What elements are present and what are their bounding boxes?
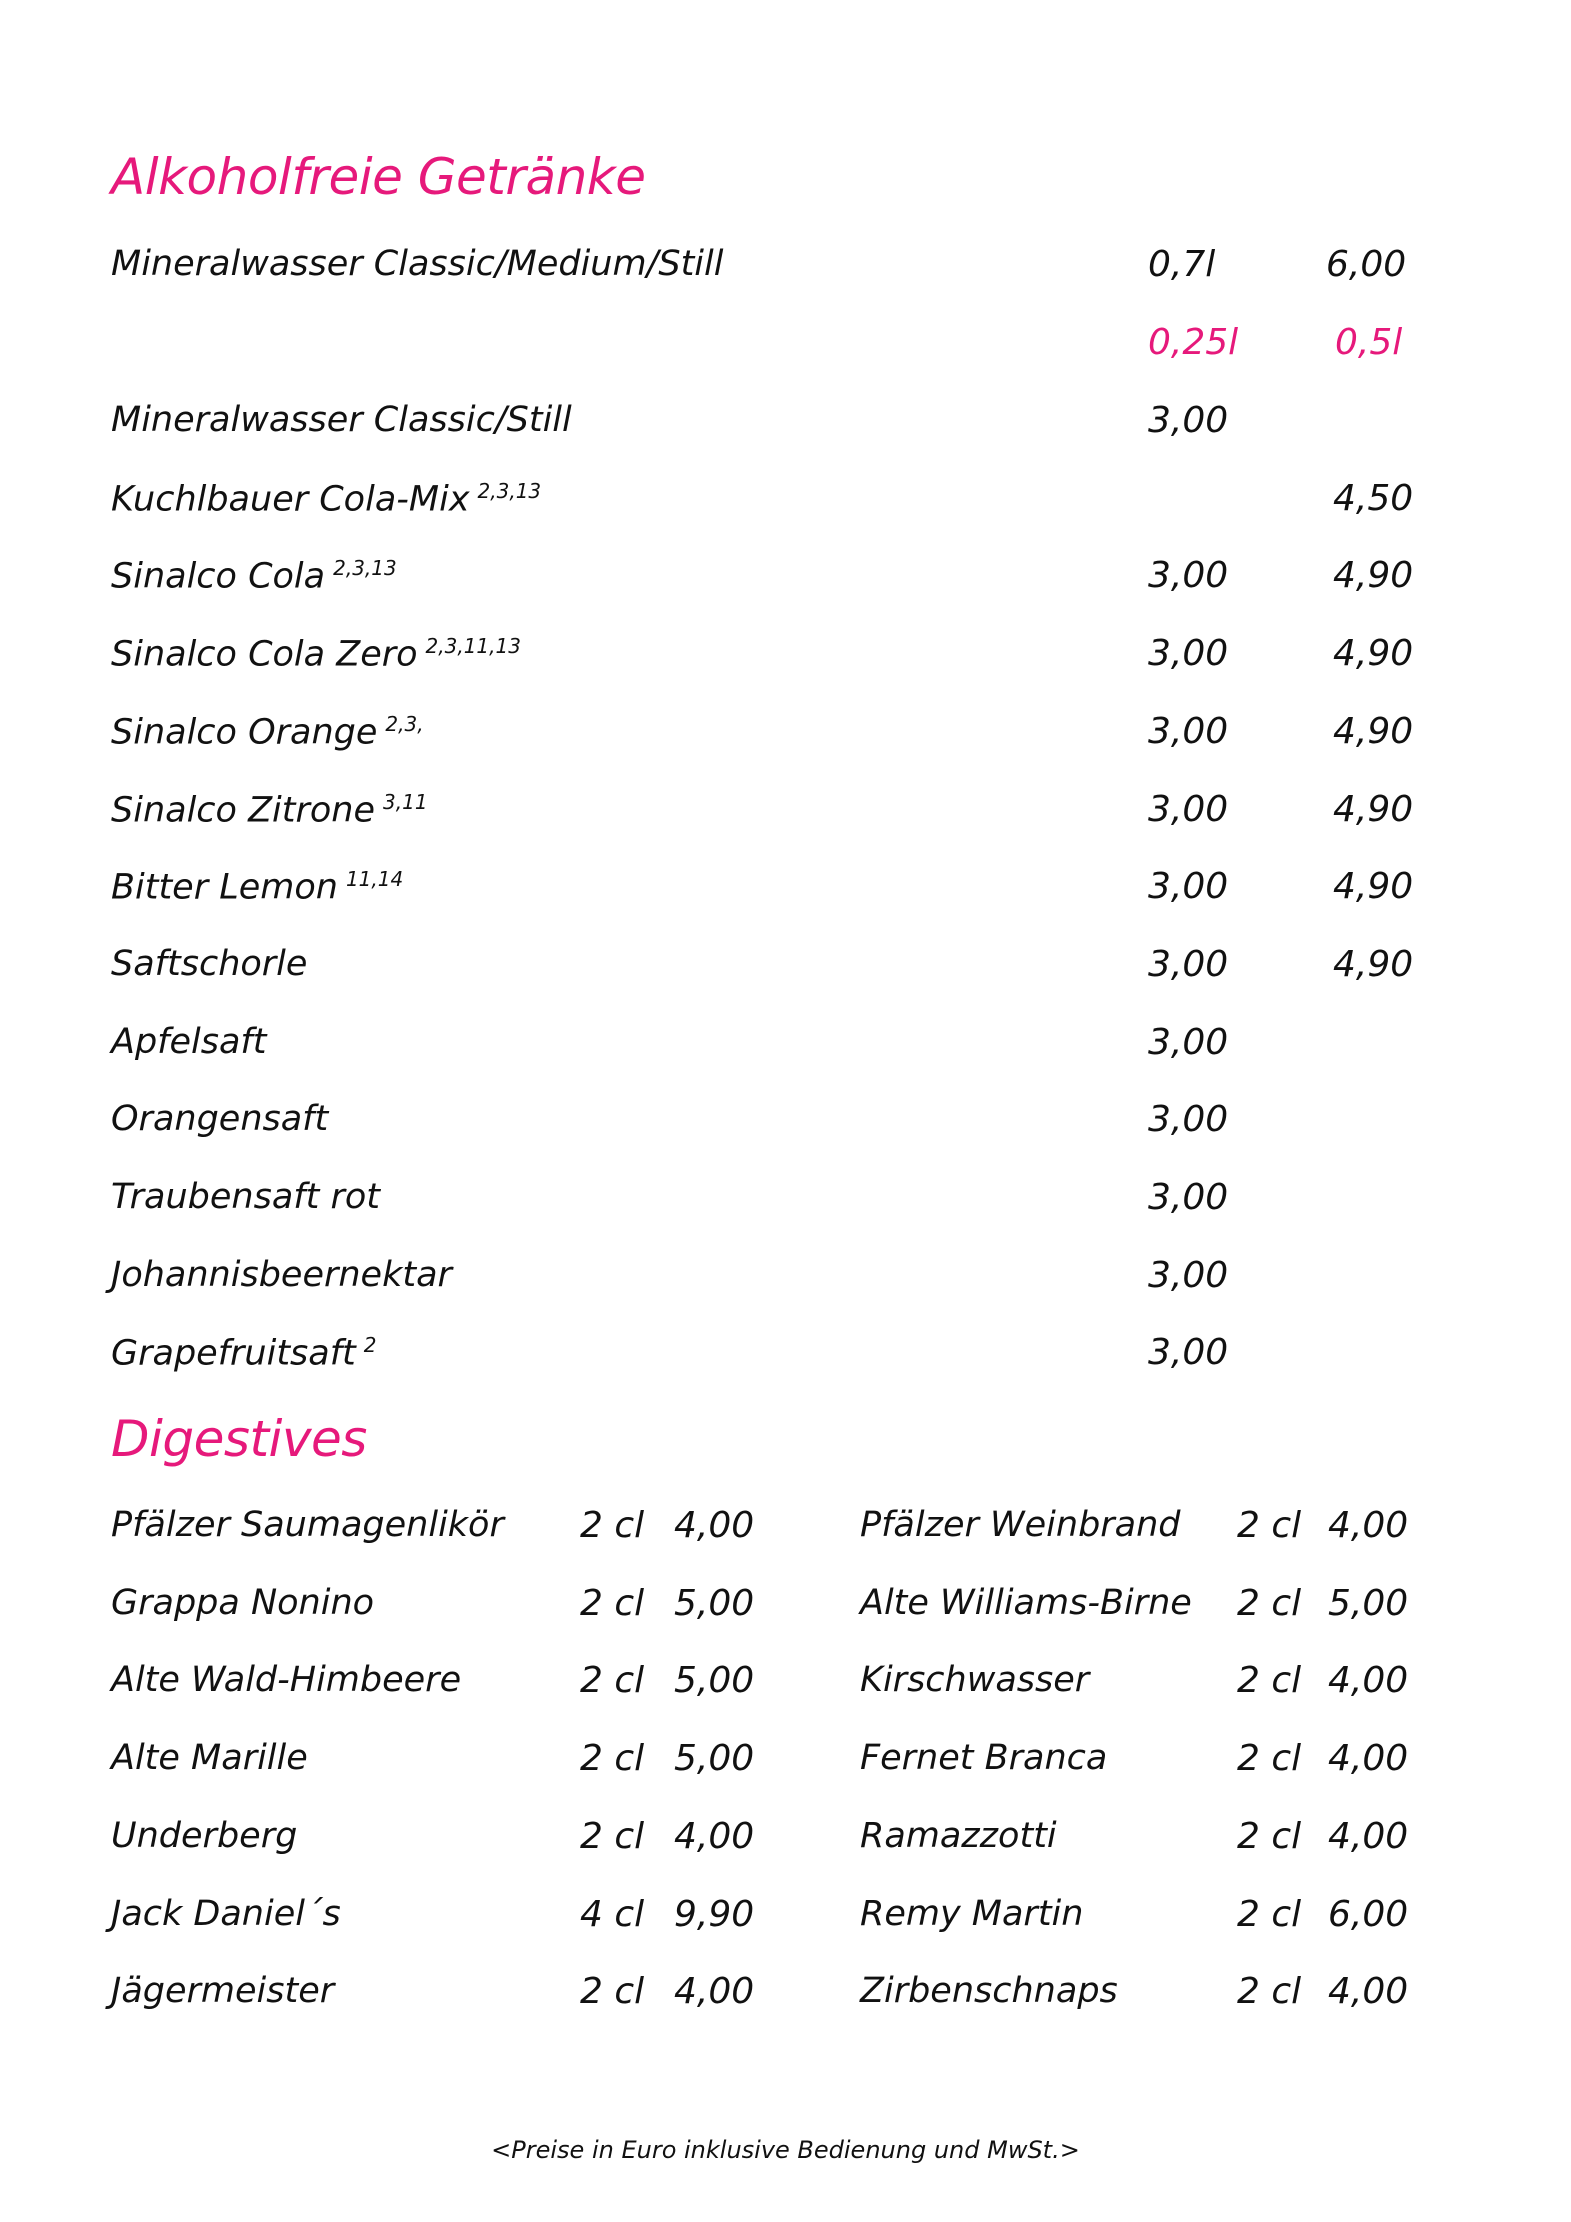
price-small: 3,00: [1148, 789, 1229, 830]
price-small: 3,00: [1148, 633, 1229, 674]
digestive-name: Pfälzer Saumagenlikör: [111, 1505, 504, 1545]
menu-item-name: Orangensaft: [111, 1099, 329, 1139]
digestive-price: 5,00: [1328, 1583, 1409, 1624]
digestive-name: Jack Daniel´s: [111, 1894, 341, 1934]
digestive-name: Grappa Nonino: [111, 1583, 375, 1623]
price-small: 3,00: [1148, 555, 1229, 596]
price-large: 4,90: [1333, 866, 1414, 907]
menu-item: [111, 558, 397, 595]
menu-item: [111, 400, 572, 440]
price-large: 4,50: [1333, 478, 1414, 519]
menu-item-name: Kuchlbauer Cola-Mix: [111, 479, 470, 520]
menu-item: [111, 636, 521, 673]
menu-item-name: Saftschorle: [111, 944, 308, 984]
price-small: 3,00: [1148, 1099, 1229, 1140]
digestive-name: Kirschwasser: [860, 1660, 1090, 1700]
digestive-amount: 2 cl: [1237, 1505, 1302, 1546]
price-small: 3,00: [1148, 1332, 1229, 1373]
menu-item-name: Mineralwasser Classic/Still: [111, 400, 572, 440]
menu-item: [111, 1335, 377, 1372]
menu-item-name: Apfelsaft: [111, 1022, 267, 1062]
menu-item: [111, 1255, 452, 1295]
menu-item-name: Grapefruitsaft: [111, 1333, 356, 1374]
digestive-name: Pfälzer Weinbrand: [860, 1505, 1181, 1545]
digestive-price: 6,00: [1328, 1894, 1409, 1935]
digestive-name: Zirbenschnaps: [860, 1971, 1118, 2011]
additive-footnote: 2,3,: [385, 712, 424, 736]
digestive-price: 5,00: [674, 1583, 755, 1624]
menu-item-name: Sinalco Orange: [111, 712, 378, 753]
digestive-price: 9,90: [674, 1894, 755, 1935]
menu-item: [111, 481, 541, 518]
digestive-name: Alte Marille: [111, 1738, 308, 1778]
menu-item-size: 0,7l: [1148, 244, 1216, 285]
digestive-name: Remy Martin: [860, 1894, 1084, 1934]
price-large: 4,90: [1333, 555, 1414, 596]
menu-item: [111, 1099, 329, 1139]
digestive-name: Underberg: [111, 1816, 298, 1856]
digestive-price: 4,00: [674, 1816, 755, 1857]
section-title-alkoholfrei: Alkoholfreie Getränke: [111, 148, 646, 206]
additive-footnote: 2,3,13: [477, 479, 542, 503]
menu-item: [111, 1022, 267, 1062]
price-small: 3,00: [1148, 944, 1229, 985]
price-large: 4,90: [1333, 944, 1414, 985]
price-small: 3,00: [1148, 1177, 1229, 1218]
price-large: 4,90: [1333, 711, 1414, 752]
digestive-name: Alte Wald-Himbeere: [111, 1660, 462, 1700]
digestive-name: Ramazzotti: [860, 1816, 1057, 1856]
menu-item-name: Traubensaft rot: [111, 1177, 380, 1217]
price-small: 3,00: [1148, 1022, 1229, 1063]
menu-item-name: Sinalco Zitrone: [111, 790, 376, 831]
price-large: 4,90: [1333, 789, 1414, 830]
digestive-amount: 2 cl: [580, 1816, 645, 1857]
digestive-amount: 2 cl: [580, 1971, 645, 2012]
digestive-name: Jägermeister: [111, 1971, 335, 2011]
additive-footnote: 2,3,11,13: [425, 634, 521, 658]
price-small: 3,00: [1148, 1255, 1229, 1296]
digestive-price: 4,00: [674, 1505, 755, 1546]
price-footnote: <Preise in Euro inklusive Bedienung und MwSt.>: [491, 2136, 1080, 2164]
size-header-small: 0,25l: [1148, 322, 1239, 363]
menu-item-name: Mineralwasser Classic/Medium/Still: [111, 244, 724, 284]
menu-item-name: Johannisbeernektar: [111, 1255, 452, 1295]
digestive-amount: 2 cl: [580, 1505, 645, 1546]
digestive-price: 4,00: [1328, 1816, 1409, 1857]
section-title-digestives: Digestives: [111, 1410, 367, 1468]
price-small: 3,00: [1148, 711, 1229, 752]
digestive-amount: 2 cl: [1237, 1660, 1302, 1701]
additive-footnote: 2: [363, 1333, 377, 1357]
menu-item-name: Sinalco Cola Zero: [111, 634, 418, 675]
digestive-name: Alte Williams-Birne: [860, 1583, 1192, 1623]
digestive-price: 4,00: [1328, 1971, 1409, 2012]
additive-footnote: 2,3,13: [333, 556, 397, 580]
additive-footnote: 11,14: [345, 867, 404, 891]
menu-item-price: 6,00: [1326, 244, 1407, 285]
price-small: 3,00: [1148, 866, 1229, 907]
price-large: 4,90: [1333, 633, 1414, 674]
menu-item: [111, 944, 308, 984]
menu-item: [111, 792, 428, 829]
size-header-large: 0,5l: [1335, 322, 1403, 363]
menu-item-name: Sinalco Cola: [111, 556, 326, 597]
digestive-price: 4,00: [1328, 1505, 1409, 1546]
digestive-amount: 4 cl: [580, 1894, 645, 1935]
digestive-price: 4,00: [1328, 1738, 1409, 1779]
price-small: 3,00: [1148, 400, 1229, 441]
digestive-price: 5,00: [674, 1660, 755, 1701]
digestive-amount: 2 cl: [580, 1660, 645, 1701]
menu-item: [111, 869, 403, 906]
digestive-price: 4,00: [674, 1971, 755, 2012]
menu-item: [111, 714, 424, 751]
digestive-amount: 2 cl: [1237, 1971, 1302, 2012]
digestive-amount: 2 cl: [580, 1738, 645, 1779]
digestive-price: 4,00: [1328, 1660, 1409, 1701]
menu-item: [111, 1177, 380, 1217]
digestive-amount: 2 cl: [1237, 1583, 1302, 1624]
digestive-price: 5,00: [674, 1738, 755, 1779]
menu-item-name: Bitter Lemon: [111, 867, 338, 908]
digestive-amount: 2 cl: [1237, 1738, 1302, 1779]
digestive-name: Fernet Branca: [860, 1738, 1108, 1778]
digestive-amount: 2 cl: [580, 1583, 645, 1624]
digestive-amount: 2 cl: [1237, 1894, 1302, 1935]
digestive-amount: 2 cl: [1237, 1816, 1302, 1857]
additive-footnote: 3,11: [383, 790, 428, 814]
